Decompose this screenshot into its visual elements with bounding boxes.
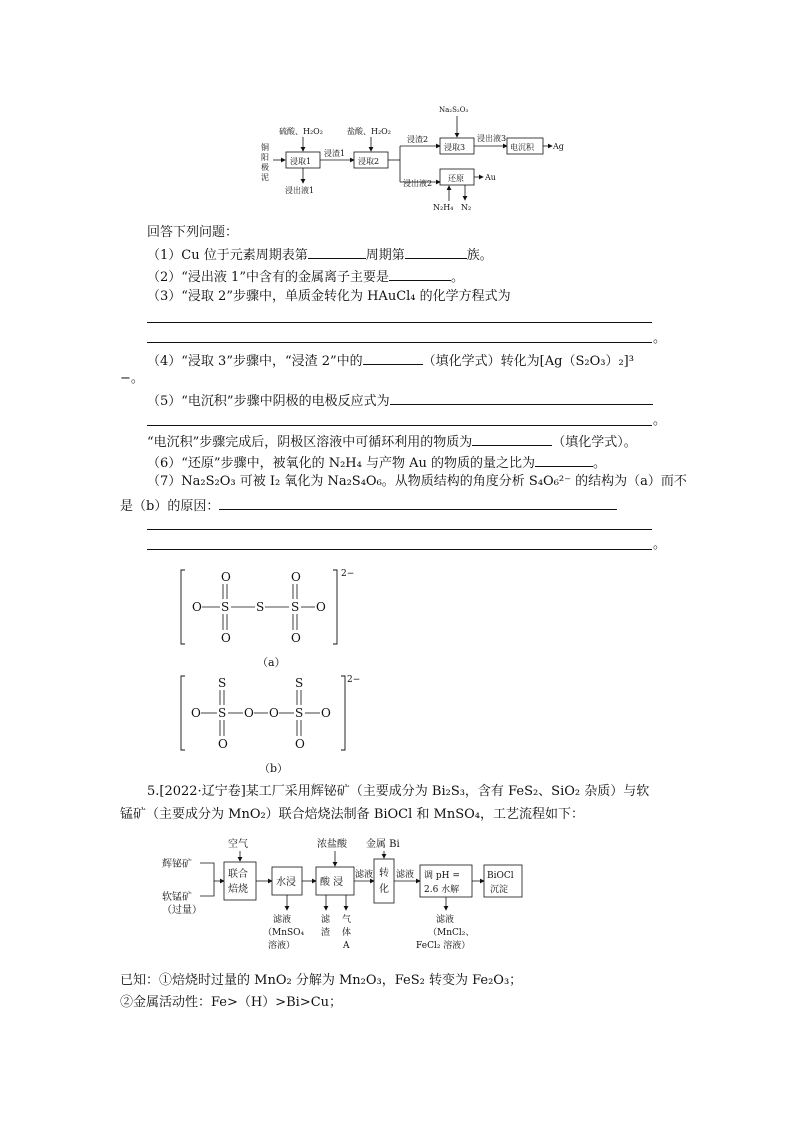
- svg-text:联合: 联合: [228, 869, 248, 880]
- side-label-3: 极: [261, 163, 269, 172]
- reagent3-label: Na₂S₂O₃: [439, 106, 469, 114]
- svg-text:O: O: [321, 706, 331, 720]
- svg-text:O: O: [221, 570, 231, 584]
- svg-text:辉铋矿: 辉铋矿: [162, 859, 192, 870]
- out-au-label: Au: [485, 173, 496, 182]
- svg-text:S: S: [218, 706, 227, 720]
- svg-text:2.6 水解: 2.6 水解: [424, 885, 460, 895]
- svg-text:O: O: [291, 631, 301, 645]
- svg-text:A: A: [343, 941, 350, 951]
- known-2: ②金属活动性：Fe>（H）>Bi>Cu；: [120, 995, 343, 1010]
- svg-text:软锰矿: 软锰矿: [162, 892, 192, 903]
- svg-text:气: 气: [342, 915, 352, 925]
- side-label-4: 泥: [261, 173, 269, 182]
- question-7: （7）Na₂S₂O₃ 可被 I₂ 氧化为 Na₂S₄O₆。从物质结构的角度分析 S₄O₆²⁻ 的结构为（a）而不: [147, 474, 687, 489]
- svg-text:（MnCl₂、: （MnCl₂、: [428, 928, 475, 938]
- period-5: 。: [653, 413, 667, 428]
- svg-text:渣: 渣: [321, 928, 331, 938]
- answer-line-3b: [147, 342, 652, 343]
- svg-text:滤液: 滤液: [355, 870, 374, 880]
- period-3: 。: [653, 331, 667, 346]
- svg-text:S: S: [291, 600, 300, 614]
- question-6: （6）“还原”步骤中，被氧化的 N₂H₄ 与产物 Au 的物质的量之比为 。: [147, 452, 606, 473]
- arrow1-label: 浸渣1: [324, 149, 346, 158]
- problem5-line2: 锰矿（主要成分为 MnO₂）联合焙烧法制备 BiOCl 和 MnSO₄，工艺流程如下：: [120, 807, 585, 822]
- question-4-cont: −。: [120, 371, 144, 386]
- svg-text:O: O: [192, 600, 202, 614]
- question-5: （5）“电沉积”步骤中阴极的电极反应式为: [147, 390, 653, 411]
- intro: 回答下列问题：: [147, 225, 239, 240]
- answer-line-3a: [147, 322, 652, 323]
- svg-text:O: O: [291, 570, 301, 584]
- svg-text:焙烧: 焙烧: [228, 884, 248, 895]
- arrow2a-label: 浸渣2: [407, 135, 429, 144]
- svg-text:BiOCl: BiOCl: [487, 871, 514, 881]
- svg-text:水浸: 水浸: [276, 877, 296, 888]
- svg-text:金属 Bi: 金属 Bi: [366, 839, 400, 850]
- side-label-2: 阳: [261, 153, 269, 162]
- structure-a: [175, 566, 375, 670]
- answer-line-5: [147, 425, 652, 426]
- svg-text:（过量）: （过量）: [162, 905, 202, 916]
- reagent1-label: 硫酸、H₂O₂: [279, 127, 323, 136]
- svg-text:酸 浸: 酸 浸: [320, 877, 344, 888]
- out-n2-label: N₂: [461, 203, 472, 212]
- question-4: （4）“浸取 3”步骤中，“浸渣 2”中的 （填化学式）转化为[Ag（S₂O₃）₂]³: [147, 350, 634, 371]
- answer-line-7a: [147, 529, 652, 530]
- svg-text:滤液: 滤液: [396, 870, 415, 880]
- label-a: （a）: [257, 656, 286, 669]
- svg-text:（MnSO₄: （MnSO₄: [263, 928, 305, 938]
- period-7: 。: [653, 537, 667, 552]
- box-leach3-label: 浸取3: [444, 143, 466, 152]
- svg-text:浓盐酸: 浓盐酸: [317, 839, 347, 850]
- box-reduce-label: 还原: [448, 174, 464, 183]
- problem5-line1: 5.[2022·辽宁卷]某工厂采用辉铋矿（主要成分为 Bi₂S₃，含有 FeS₂、SiO₂ 杂质）与软: [147, 784, 650, 799]
- question-5b: “电沉积”步骤完成后，阴极区溶液中可循环利用的物质为 （填化学式）。: [147, 431, 637, 452]
- svg-text:O: O: [316, 600, 326, 614]
- svg-text:S: S: [295, 676, 304, 690]
- box-leach2-label: 浸取2: [358, 157, 380, 166]
- svg-text:FeCl₂ 溶液）: FeCl₂ 溶液）: [416, 941, 471, 951]
- structure-b: [175, 672, 375, 776]
- box-convert: [374, 859, 394, 903]
- svg-text:沉淀: 沉淀: [490, 885, 509, 895]
- reagent2-label: 盐酸、H₂O₂: [347, 127, 391, 136]
- svg-text:滤液: 滤液: [273, 915, 292, 925]
- arrow2b-label: 浸出液2: [403, 179, 433, 188]
- svg-text:溶液）: 溶液）: [268, 941, 296, 951]
- svg-text:2−: 2−: [347, 675, 361, 685]
- svg-text:化: 化: [379, 884, 389, 895]
- svg-text:滤: 滤: [321, 915, 331, 925]
- box-leach1-label: 浸取1: [290, 157, 312, 166]
- svg-text:O: O: [191, 706, 201, 720]
- question-2: （2）“浸出液 1”中含有的金属离子主要是 。: [147, 266, 464, 287]
- svg-text:O: O: [221, 631, 231, 645]
- box-electro-label: 电沉积: [510, 143, 534, 152]
- svg-text:调 pH =: 调 pH =: [424, 871, 460, 881]
- flow-diagram-2: [160, 834, 560, 964]
- question-3: （3）“浸取 2”步骤中，单质金转化为 HAuCl₄ 的化学方程式为: [147, 289, 511, 304]
- question-7-cont: 是（b）的原因：: [120, 495, 617, 516]
- svg-text:S: S: [221, 600, 230, 614]
- flow-diagram-1: [255, 100, 575, 215]
- answer-line-7b: [147, 549, 652, 550]
- svg-text:S: S: [218, 676, 227, 690]
- known-1: 已知：①焙烧时过量的 MnO₂ 分解为 Mn₂O₃，FeS₂ 转变为 Fe₂O₃；: [120, 973, 523, 988]
- svg-text:O: O: [244, 706, 254, 720]
- svg-text:O: O: [269, 706, 279, 720]
- in-n2h4-label: N₂H₄: [433, 203, 454, 212]
- svg-text:O: O: [218, 737, 228, 751]
- svg-text:空气: 空气: [228, 839, 248, 850]
- svg-text:S: S: [256, 600, 265, 614]
- svg-text:滤液: 滤液: [436, 915, 455, 925]
- svg-text:O: O: [295, 737, 305, 751]
- question-1: （1）Cu 位于元素周期表第 周期第 族。: [147, 244, 493, 265]
- out1-label: 浸出液1: [285, 186, 315, 195]
- svg-text:转: 转: [379, 868, 389, 879]
- svg-text:S: S: [295, 706, 304, 720]
- svg-text:体: 体: [342, 928, 352, 938]
- svg-text:2−: 2−: [341, 569, 355, 579]
- arrow3-label: 浸出液3: [477, 134, 507, 143]
- out-ag-label: Ag: [553, 142, 564, 151]
- side-label-1: 铜: [261, 143, 269, 152]
- label-b: （b）: [259, 762, 289, 775]
